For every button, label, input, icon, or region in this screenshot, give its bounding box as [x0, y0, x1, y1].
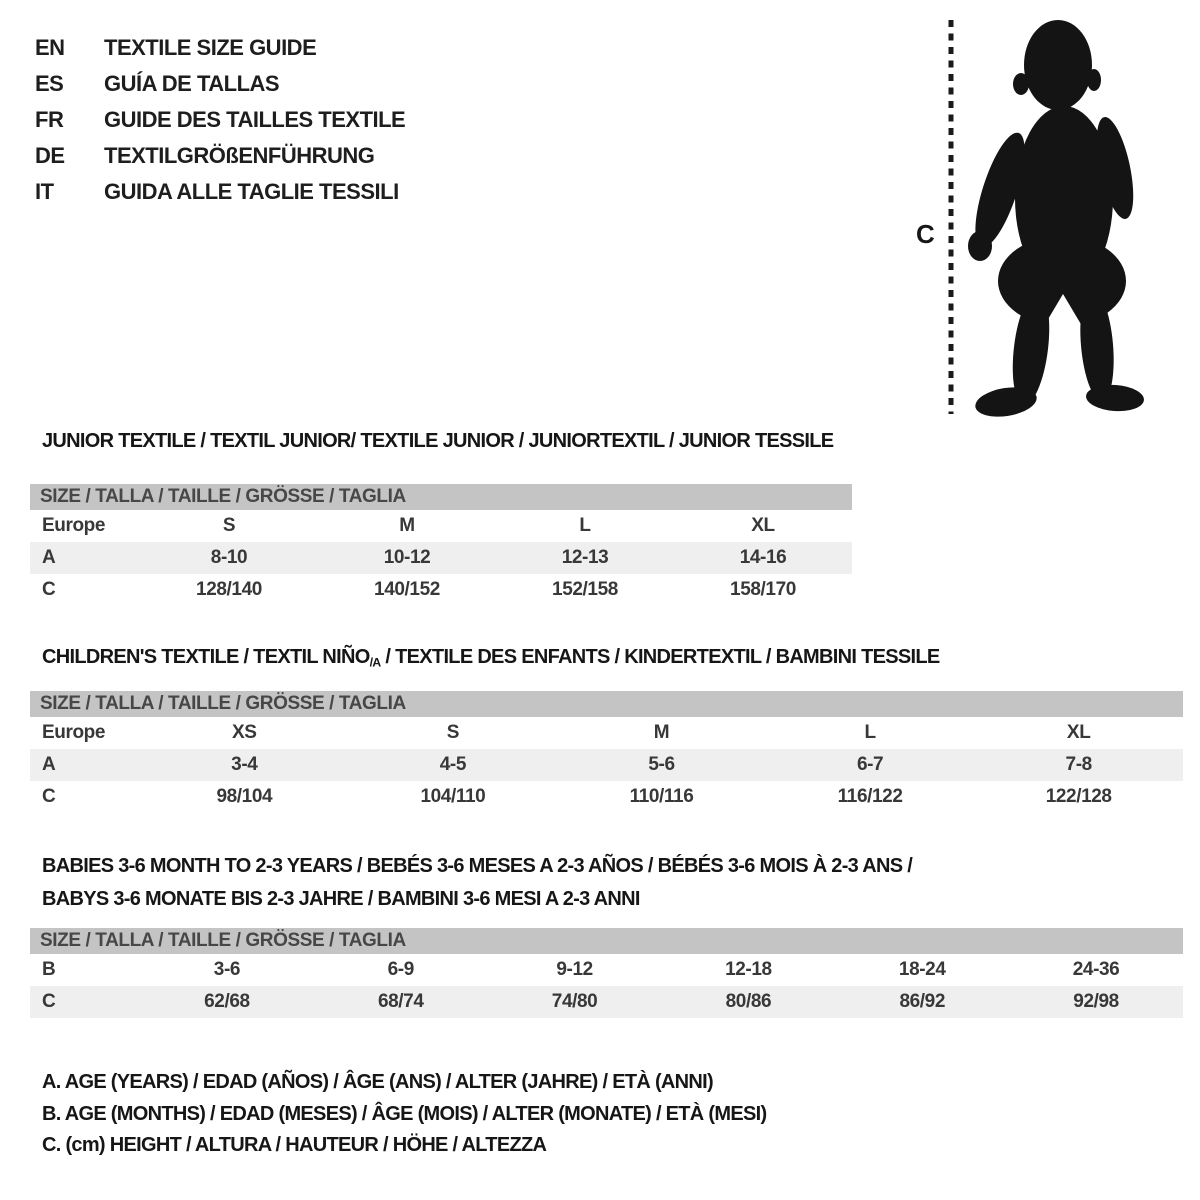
height-cell: 110/116: [629, 786, 694, 807]
language-title: GUÍA DE TALLAS: [104, 71, 280, 96]
legend-line-b: B. AGE (MONTHS) / EDAD (MESES) / ÂGE (MOIS) / ALTER (MONATE) / ETÀ (MESI): [42, 1102, 767, 1125]
months-cell: 6-9: [387, 959, 414, 980]
table-row-age: [30, 749, 1183, 781]
size-header-bar: SIZE / TALLA / TAILLE / GRÖSSE / TAGLIA: [30, 691, 1183, 717]
row-label: C: [42, 991, 56, 1012]
language-row-en: [35, 30, 405, 66]
age-cell: 4-5: [439, 754, 467, 775]
babies-title-line1: BABIES 3-6 MONTH TO 2-3 YEARS / BEBÉS 3-6 MESES A 2-3 AÑOS / BÉBÉS 3-6 MOIS À 2-3 ANS /: [42, 855, 913, 877]
table-row-europe: [30, 717, 1183, 749]
age-cell: 6-7: [856, 754, 884, 775]
size-cell: L: [864, 722, 876, 743]
months-cell: 3-6: [213, 959, 241, 980]
children-section-title: [42, 646, 940, 669]
height-cell: 122/128: [1045, 786, 1112, 807]
age-cell: 10-12: [383, 547, 431, 568]
size-cell: L: [579, 515, 591, 536]
language-row-es: [35, 66, 405, 102]
size-cell: M: [653, 722, 670, 743]
height-cell: 116/122: [837, 786, 903, 807]
size-cell: M: [399, 515, 415, 536]
language-title: TEXTILGRÖßENFÜHRUNG: [104, 143, 375, 168]
height-cell: 128/140: [196, 579, 262, 600]
language-code: EN: [35, 35, 65, 60]
height-measure-figure: [900, 0, 1200, 440]
height-cell: 86/92: [899, 991, 945, 1012]
table-row-height: [30, 781, 1183, 813]
size-cell: XL: [751, 515, 775, 536]
age-cell: 7-8: [1065, 754, 1092, 775]
children-title-prefix: CHILDREN'S TEXTILE / TEXTIL NIÑO: [42, 646, 370, 668]
height-cell: 140/152: [374, 579, 440, 600]
row-label: Europe: [42, 722, 106, 743]
language-title-block: [35, 30, 405, 210]
children-size-table: [30, 691, 1183, 813]
size-cell: S: [222, 515, 236, 536]
table-row-height: [30, 574, 852, 606]
size-header-bar: SIZE / TALLA / TAILLE / GRÖSSE / TAGLIA: [30, 928, 1183, 954]
babies-section-title: [42, 850, 912, 916]
junior-size-table: [30, 484, 852, 606]
height-cell: 104/110: [420, 786, 486, 807]
language-row-fr: [35, 102, 405, 138]
row-label: Europe: [42, 515, 106, 536]
height-cell: 68/74: [377, 991, 424, 1012]
age-cell: 12-13: [561, 547, 609, 568]
height-cell: 62/68: [204, 991, 250, 1012]
language-code: DE: [35, 143, 65, 168]
language-title: TEXTILE SIZE GUIDE: [104, 35, 317, 60]
language-code: IT: [35, 179, 54, 204]
height-label: C: [916, 219, 935, 249]
row-label: B: [42, 959, 56, 980]
language-code: FR: [35, 107, 64, 132]
language-row-de: [35, 138, 405, 174]
language-code: ES: [35, 71, 64, 96]
months-cell: 24-36: [1072, 959, 1120, 980]
age-cell: 5-6: [648, 754, 675, 775]
size-cell: XS: [232, 722, 257, 743]
height-cell: 98/104: [216, 786, 273, 807]
language-row-it: [35, 174, 405, 210]
row-label: C: [42, 786, 56, 807]
size-cell: S: [446, 722, 460, 743]
babies-title-line2: BABYS 3-6 MONATE BIS 2-3 JAHRE / BAMBINI 3-6 MESI A 2-3 ANNI: [42, 888, 640, 910]
language-title: GUIDE DES TAILLES TEXTILE: [104, 107, 406, 132]
height-cell: 80/86: [725, 991, 772, 1012]
age-cell: 3-4: [231, 754, 258, 775]
size-cell: XL: [1066, 722, 1091, 743]
months-cell: 18-24: [898, 959, 946, 980]
children-title-subscript: /A: [369, 655, 381, 670]
junior-section-title: JUNIOR TEXTILE / TEXTIL JUNIOR/ TEXTILE JUNIOR / JUNIORTEXTIL / JUNIOR TESSILE: [42, 430, 834, 452]
height-cell: 158/170: [730, 579, 796, 600]
months-cell: 9-12: [556, 959, 593, 980]
baby-silhouette-icon: [965, 20, 1145, 421]
table-row-age: [30, 542, 852, 574]
months-cell: 12-18: [725, 959, 772, 980]
row-label: C: [42, 579, 56, 600]
size-header-bar: SIZE / TALLA / TAILLE / GRÖSSE / TAGLIA: [30, 484, 852, 510]
language-title: GUIDA ALLE TAGLIE TESSILI: [104, 179, 399, 204]
row-label: A: [42, 547, 56, 568]
age-cell: 14-16: [739, 547, 787, 568]
legend-line-c: C. (cm) HEIGHT / ALTURA / HAUTEUR / HÖHE / ALTEZZA: [42, 1134, 547, 1156]
table-row-months: [30, 954, 1183, 986]
age-cell: 8-10: [210, 547, 248, 568]
children-title-suffix: / TEXTILE DES ENFANTS / KINDERTEXTIL / BAMBINI TESSILE: [380, 646, 940, 668]
height-cell: 74/80: [551, 991, 598, 1012]
legend-line-a: A. AGE (YEARS) / EDAD (AÑOS) / ÂGE (ANS) / ALTER (JAHRE) / ETÀ (ANNI): [42, 1071, 713, 1093]
height-cell: 152/158: [552, 579, 618, 600]
table-row-europe: [30, 510, 852, 542]
height-cell: 92/98: [1073, 991, 1119, 1012]
babies-size-table: [30, 928, 1183, 1018]
table-row-height: [30, 986, 1183, 1018]
legend-block: [42, 1067, 766, 1162]
row-label: A: [42, 754, 56, 775]
